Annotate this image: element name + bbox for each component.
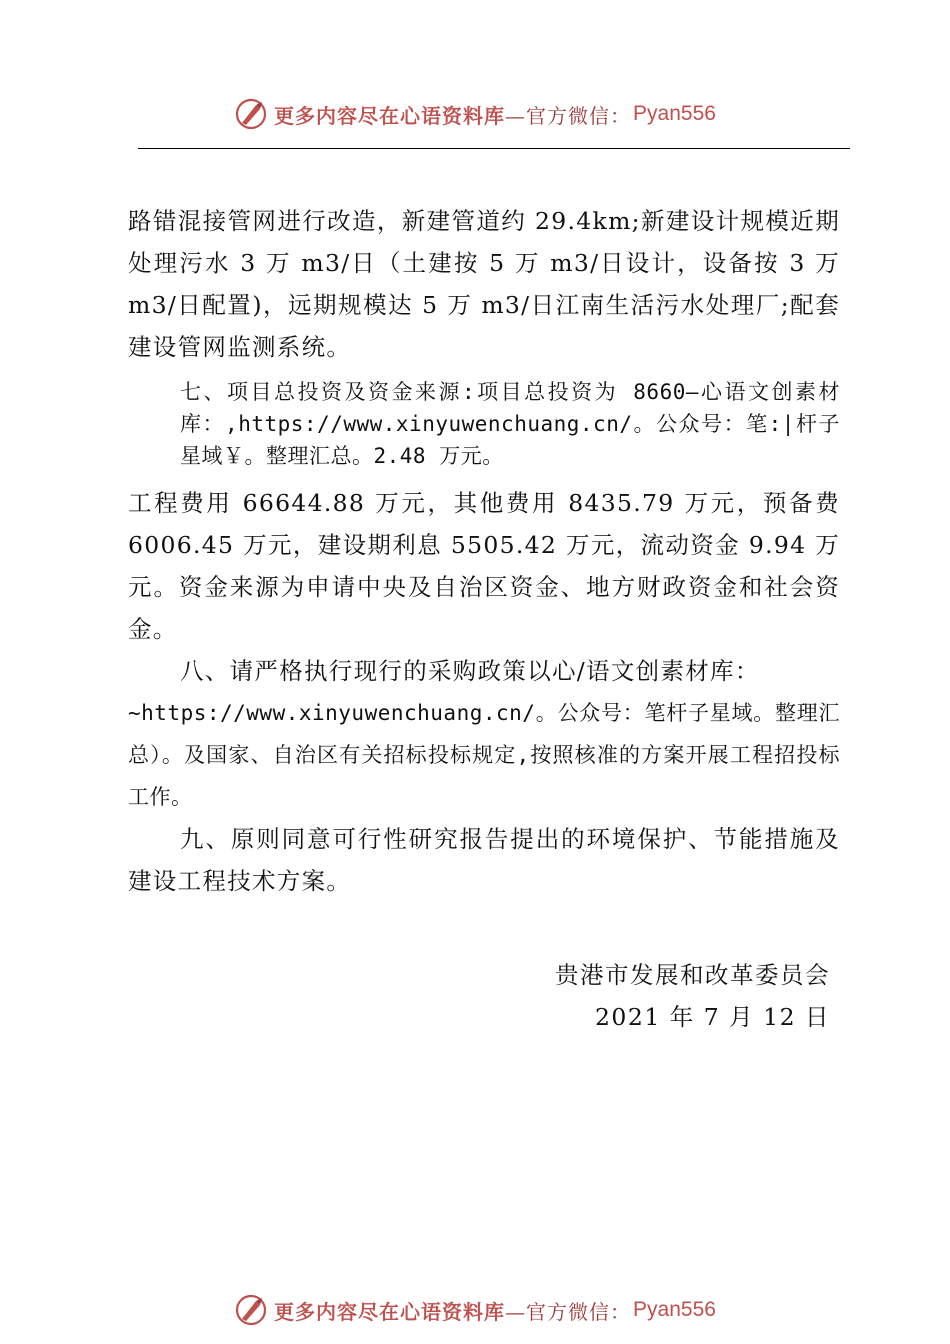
paragraph-procurement: 八、请严格执行现行的采购政策以心/语文创素材库： <box>180 657 760 685</box>
banner-text: 更多内容尽在心语资料库 <box>274 1299 506 1324</box>
banner-wechat-label: —官方微信： <box>505 103 632 128</box>
banner-wechat-id: Pyan556 <box>633 102 716 125</box>
banner-wechat-id: Pyan556 <box>633 1298 716 1321</box>
signature-block <box>555 954 830 1038</box>
header-banner <box>0 94 950 134</box>
paragraph-environment: 九、原则同意可行性研究报告提出的环境保护、节能措施及建设工程技术方案。 <box>128 825 840 895</box>
quill-logo-icon <box>234 97 268 131</box>
issue-date: 2021 年 7 月 12 日 <box>594 1003 830 1031</box>
header-rule <box>138 148 850 149</box>
issuing-org: 贵港市发展和改革委员会 <box>555 961 830 989</box>
paragraph-procurement-cont: ~https://www.xinyuwenchuang.cn/。公众号：笔杆子星域。整理汇总）。及国家、自治区有关招标投标规定,按照核准的方案开展工程招投标工作。 <box>128 701 840 809</box>
banner-wechat-label: —官方微信： <box>505 1299 632 1324</box>
banner-text: 更多内容尽在心语资料库 <box>274 103 506 128</box>
paragraph-costs: 工程费用 66644.88 万元，其他费用 8435.79 万元，预备费 6006.45 万元，建设期利息 5505.42 万元，流动资金 9.94 万元。资金来源为申请中央及自治区资金、地方财政资金和社会资金。 <box>128 489 840 643</box>
paragraph-investment: 七、项目总投资及资金来源:项目总投资为 8660—心语文创素材库：,https://www.xinyuwenchuang.cn/。公众号：笔:|杆子星域￥。整理汇总。2.48 万元。 <box>180 380 840 468</box>
document-body <box>128 200 840 902</box>
footer-banner <box>0 1290 950 1330</box>
quill-logo-icon <box>234 1293 268 1327</box>
paragraph-pipeline: 路错混接管网进行改造，新建管道约 29.4km;新建设计规模近期处理污水 3 万 m3/日（土建按 5 万 m3/日设计，设备按 3 万 m3/日配置)，远期规模达 5 万 m3/日江南生活污水处理厂;配套建设管网监测系统。 <box>128 207 840 361</box>
